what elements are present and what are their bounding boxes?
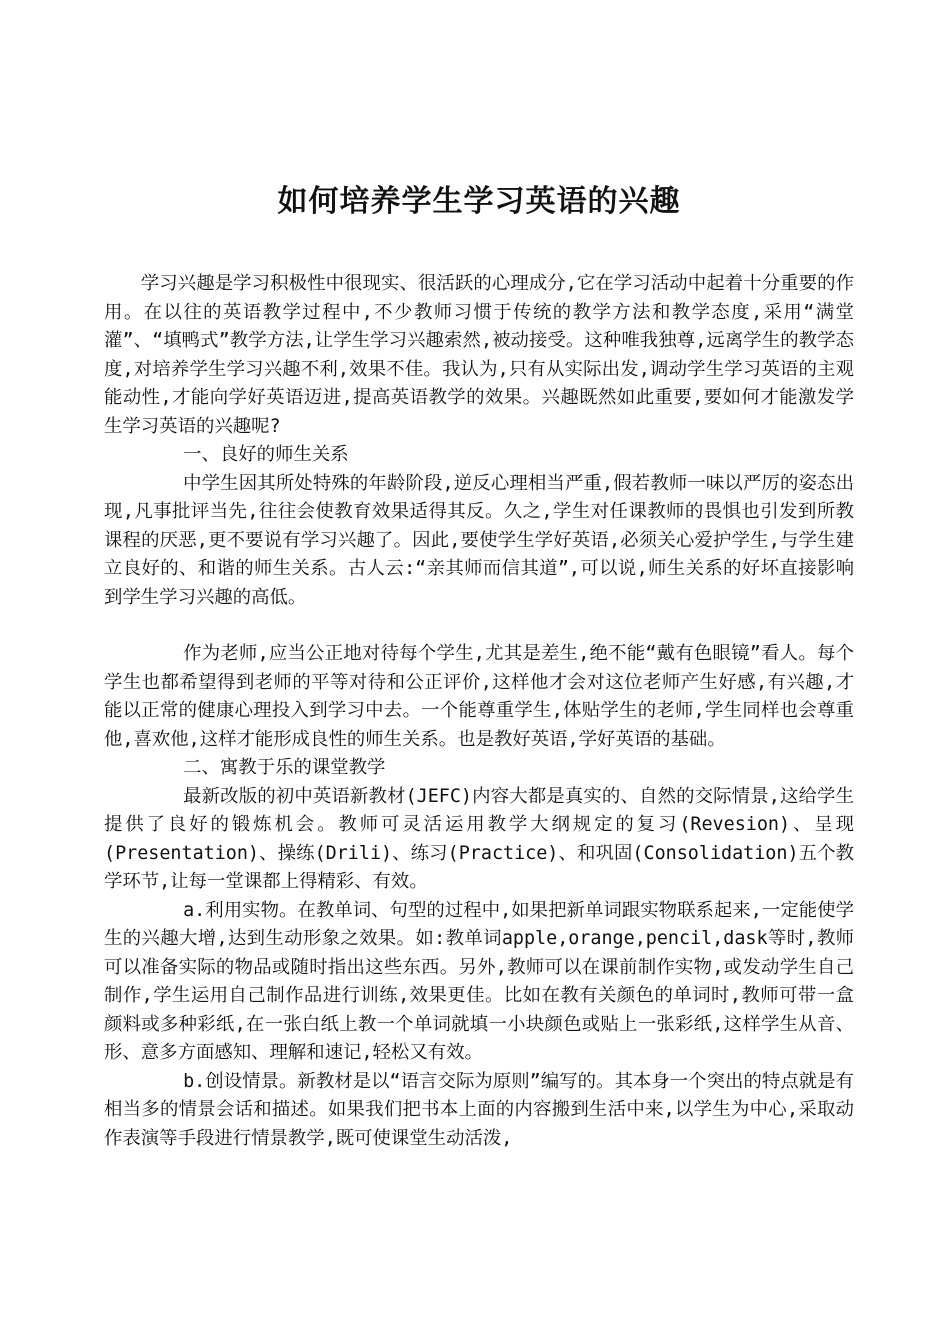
section-heading-1: 一、良好的师生关系 bbox=[183, 444, 349, 465]
intro-paragraph: 学习兴趣是学习积极性中很现实、很活跃的心理成分,它在学习活动中起着十分重要的作用。在以往的英语教学过程中,不少教师习惯于传统的教学方法和教学态度,采用“满堂灌”、“填鸭式”教学方法,让学生学习兴趣索然,被动接受。这种唯我独尊,远离学生的教学态度,对培养学生学习兴趣不利,效果不佳。我认为,只有从实际出发,调动学生学习英语的主观能动性,才能向学好英语迈进,提高英语教学的效果。兴趣既然如此重要,要如何才能激发学生学习英语的兴趣呢? bbox=[104, 273, 854, 437]
document-title: 如何培养学生学习英语的兴趣 bbox=[277, 184, 681, 219]
item-a-paragraph: a.利用实物。在教单词、句型的过程中,如果把新单词跟实物联系起来,一定能使学生的兴趣大增,达到生动形象之效果。如:教单词apple,orange,pencil,dask等时,教师可以准备实际的物品或随时指出这些东西。另外,教师可以在课前制作实物,或发动学生自己制作,学生运用自己制作品进行训练,效果更佳。比如在教有关颜色的单词时,教师可带一盒颜料或多种彩纸,在一张白纸上教一个单词就填一小块颜色或贴上一张彩纸,这样学生从音、形、意多方面感知、理解和速记,轻松又有效。 bbox=[104, 899, 854, 1063]
section1-paragraph-2: 作为老师,应当公正地对待每个学生,尤其是差生,绝不能“戴有色眼镜”看人。每个学生也都希望得到老师的平等对待和公正评价,这样他才会对这位老师产生好感,有兴趣,才能以正常的健康心理投入到学习中去。一个能尊重学生,体贴学生的老师,学生同样也会尊重他,喜欢他,这样才能形成良性的师生关系。也是教好英语,学好英语的基础。 bbox=[104, 643, 854, 750]
section1-paragraph-1: 中学生因其所处特殊的年龄阶段,逆反心理相当严重,假若教师一味以严厉的姿态出现,凡事批评当先,往往会使教育效果适得其反。久之,学生对任课教师的畏惧也引发到所教课程的厌恶,更不要说有学习兴趣了。因此,要使学生学好英语,必须关心爱护学生,与学生建立良好的、和谐的师生关系。古人云:“亲其师而信其道”,可以说,师生关系的好坏直接影响到学生学习兴趣的高低。 bbox=[104, 472, 854, 608]
section2-paragraph-1: 最新改版的初中英语新教材(JEFC)内容大都是真实的、自然的交际情景,这给学生提供了良好的锻炼机会。教师可灵活运用教学大纲规定的复习(Revesion)、呈现(Presentation)、操练(Drili)、练习(Practice)、和巩固(Consolidation)五个教学环节,让每一堂课都上得精彩、有效。 bbox=[104, 785, 854, 892]
document-page bbox=[104, 180, 854, 1153]
item-b-paragraph: b.创设情景。新教材是以“语言交际为原则”编写的。其本身一个突出的特点就是有相当多的情景会话和描述。如果我们把书本上面的内容搬到生活中来,以学生为中心,采取动作表演等手段进行情景教学,既可使课堂生动活泼, bbox=[104, 1070, 854, 1149]
paragraph-gap bbox=[104, 612, 854, 640]
section-heading-2: 二、寓教于乐的课堂教学 bbox=[183, 757, 386, 778]
